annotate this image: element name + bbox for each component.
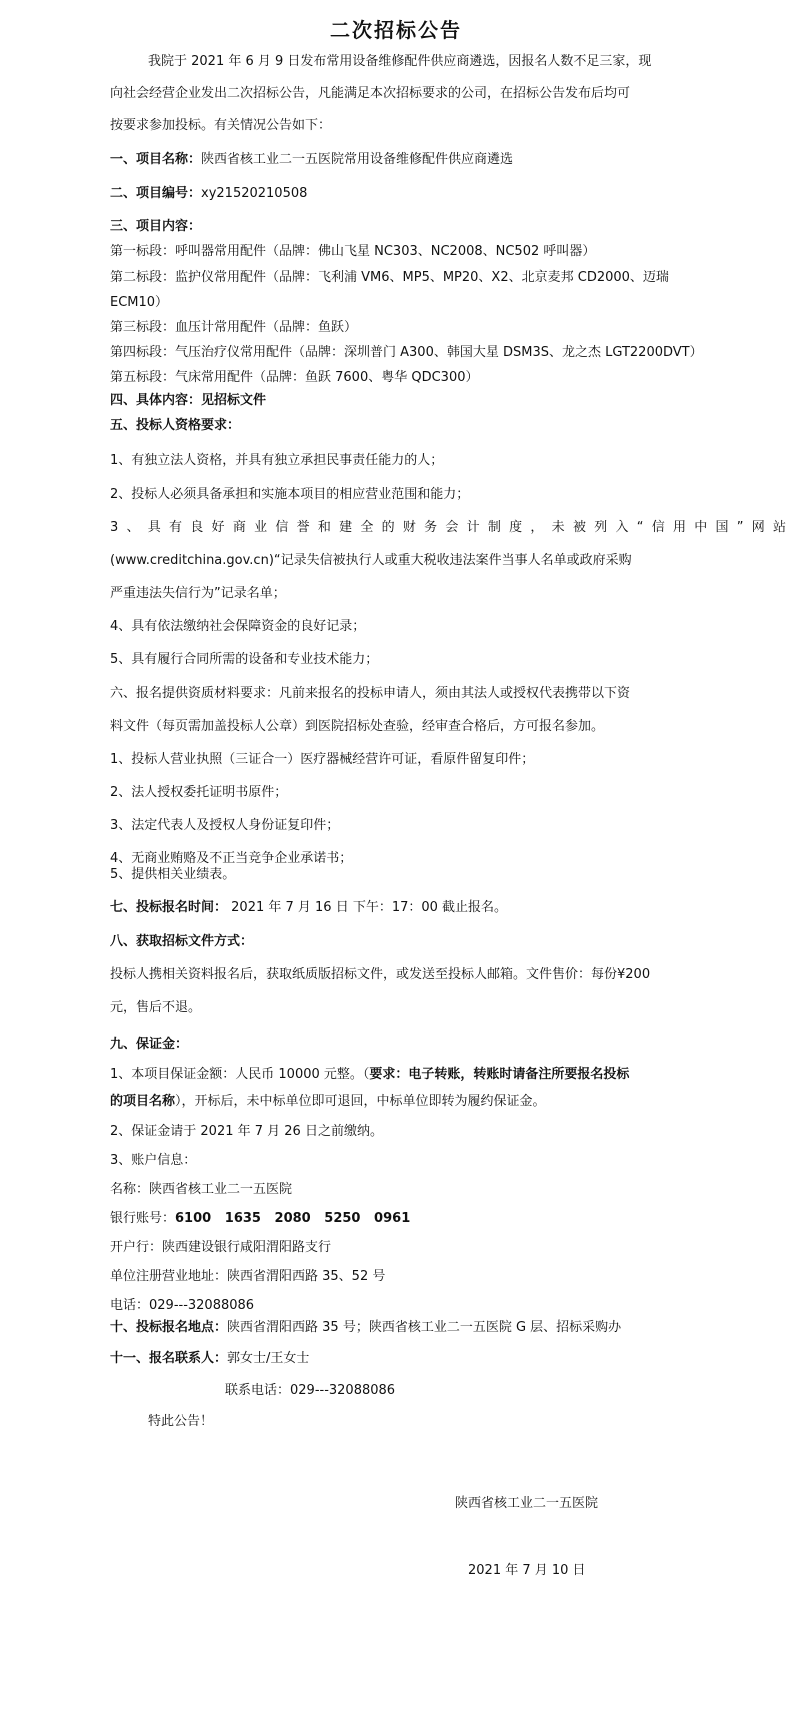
material-item: 3、法定代表人及授权人身份证复印件； <box>110 818 340 833</box>
tender-docs-line-2: 元，售后不退。 <box>110 1000 202 1015</box>
account-info-heading: 3、账户信息： <box>110 1153 197 1168</box>
section-heading: 十、投标报名地点： <box>110 1320 228 1335</box>
material-item: 5、提供相关业绩表。 <box>110 867 236 882</box>
lot-2-continued: ECM10） <box>110 295 169 310</box>
section-heading: 一、项目名称： <box>110 152 202 167</box>
intro-line-1: 我院于 2021 年 6 月 9 日发布常用设备维修配件供应商遴选，因报名人数不足三家，现 <box>148 54 652 69</box>
section-qualification: 五、投标人资格要求： <box>110 418 241 433</box>
notice-title: 二次招标公告 <box>330 18 462 42</box>
deposit-amount: 1、本项目保证金额：人民币 10000 元整。（ <box>110 1067 370 1082</box>
account-phone: 电话：029---32088086 <box>110 1298 255 1313</box>
qualification-item: 1、有独立法人资格，并具有独立承担民事责任能力的人； <box>110 453 444 468</box>
registered-address: 单位注册营业地址：陕西省渭阳西路 35、52 号 <box>110 1269 386 1284</box>
lot-3: 第三标段：血压计常用配件（品牌：鱼跃） <box>110 320 358 335</box>
deposit-requirement-end: 的项目名称 <box>110 1094 176 1109</box>
contact-phone: 联系电话：029---32088086 <box>225 1383 396 1398</box>
deposit-deadline: 2、保证金请于 2021 年 7 月 26 日之前缴纳。 <box>110 1124 383 1139</box>
section-registration-time <box>110 900 507 916</box>
material-item: 1、投标人营业执照（三证合一）医疗器械经营许可证，看原件留复印件； <box>110 752 535 767</box>
project-number-value: xy21520210508 <box>201 186 308 201</box>
section-heading: 十一、报名联系人： <box>110 1351 228 1366</box>
section-project-number <box>110 186 307 202</box>
deposit-requirement: 要求：电子转账，转账时请备注所要报名投标 <box>369 1067 630 1082</box>
qualification-item: 5、具有履行合同所需的设备和专业技术能力； <box>110 652 379 667</box>
project-name-value: 陕西省核工业二一五医院常用设备维修配件供应商遴选 <box>201 152 514 167</box>
intro-line-3: 按要求参加投标。有关情况公告如下： <box>110 118 332 133</box>
lot-4: 第四标段：气压治疗仪常用配件（品牌：深圳普门 A300、韩国大星 DSM3S、龙之杰 LGT2200DVT） <box>110 345 703 360</box>
account-bank <box>110 1211 410 1227</box>
section-contact-person <box>110 1351 309 1367</box>
section-specific-content: 四、具体内容：见招标文件 <box>110 393 267 408</box>
section-heading: 七、投标报名时间： <box>110 900 228 915</box>
section-get-tender-docs: 八、获取招标文件方式： <box>110 934 254 949</box>
qualification-item: 4、具有依法缴纳社会保障资金的良好记录； <box>110 619 366 634</box>
deposit-line-2 <box>110 1094 546 1110</box>
section-project-name <box>110 152 513 168</box>
deposit-refund: ），开标后，未中标单位即可退回，中标单位即转为履约保证金。 <box>175 1094 546 1109</box>
section-deposit: 九、保证金： <box>110 1037 189 1052</box>
material-item: 2、法人授权委托证明书原件； <box>110 785 288 800</box>
intro-line-2: 向社会经营企业发出二次招标公告，凡能满足本次招标要求的公司，在招标公告发布后均可 <box>110 86 631 101</box>
section-project-content: 三、项目内容： <box>110 219 202 234</box>
account-branch: 开户行：陕西建设银行咸阳渭阳路支行 <box>110 1240 332 1255</box>
bank-account-label: 银行账号： <box>110 1211 176 1226</box>
section-heading: 二、项目编号： <box>110 186 202 201</box>
bank-account-number: 6100 1635 2080 5250 0961 <box>175 1211 411 1226</box>
registration-location-value: 陕西省渭阳西路 35 号；陕西省核工业二一五医院 G 层、招标采购办 <box>227 1320 622 1335</box>
qualification-item-continued: 严重违法失信行为”记录名单； <box>110 586 286 601</box>
section-materials-line-1: 六、报名提供资质材料要求：凡前来报名的投标申请人，须由其法人或授权代表携带以下资 <box>110 686 631 701</box>
signature-organization: 陕西省核工业二一五医院 <box>455 1496 599 1511</box>
closing-remark: 特此公告！ <box>148 1414 214 1429</box>
account-name: 名称：陕西省核工业二一五医院 <box>110 1182 293 1197</box>
section-registration-location <box>110 1320 621 1336</box>
section-materials-line-2: 料文件（每页需加盖投标人公章）到医院招标处查验，经审查合格后，方可报名参加。 <box>110 719 605 734</box>
signature-date: 2021 年 7 月 10 日 <box>468 1563 586 1578</box>
qualification-item: 2、投标人必须具备承担和实施本项目的相应营业范围和能力； <box>110 487 470 502</box>
contact-person-value: 郭女士/王女士 <box>227 1351 310 1366</box>
lot-2: 第二标段：监护仪常用配件（品牌：飞利浦 VM6、MP5、MP20、X2、北京麦邦 CD2000、迈瑞 <box>110 270 669 285</box>
qualification-item-continued: (www.creditchina.gov.cn)“记录失信被执行人或重大税收违法案件当事人名单或政府采购 <box>110 553 632 568</box>
deposit-line-1 <box>110 1067 629 1083</box>
qualification-item: 3、具有良好商业信誉和建全的财务会计制度，未被列入“信用中国”网站 <box>110 520 786 535</box>
material-item: 4、无商业贿赂及不正当竞争企业承诺书； <box>110 851 353 866</box>
lot-5: 第五标段：气床常用配件（品牌：鱼跃 7600、粤华 QDC300） <box>110 370 479 385</box>
tender-docs-line-1: 投标人携相关资料报名后，获取纸质版招标文件，或发送至投标人邮箱。文件售价：每份¥200 <box>110 967 651 982</box>
registration-time-value: 2021 年 7 月 16 日 下午：17：00 截止报名。 <box>227 900 508 915</box>
lot-1: 第一标段：呼叫器常用配件（品牌：佛山飞星 NC303、NC2008、NC502 呼叫器） <box>110 244 596 259</box>
